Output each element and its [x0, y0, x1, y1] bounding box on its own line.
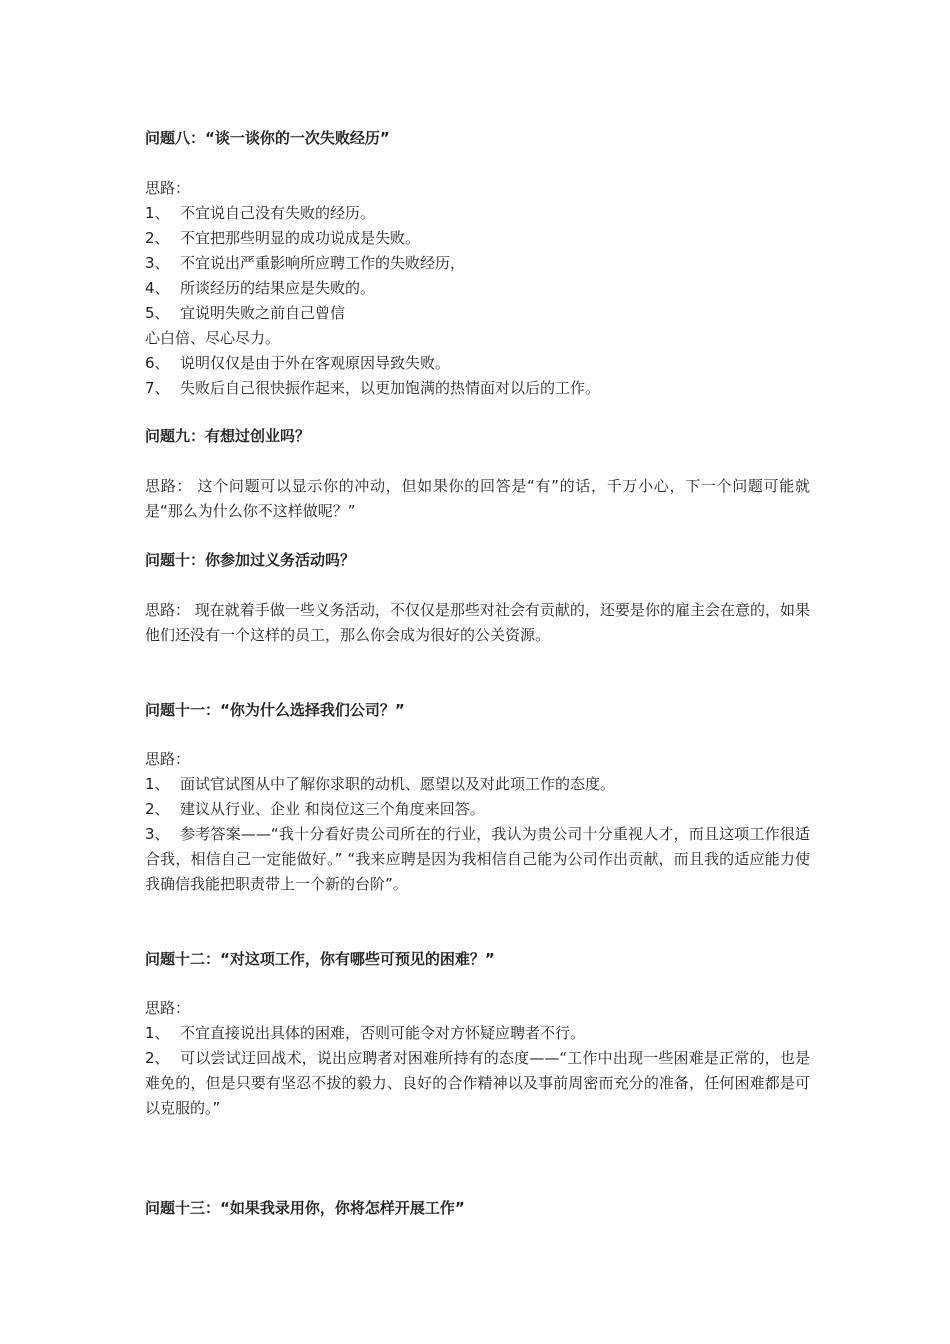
label-q11: 思路：	[145, 750, 191, 768]
list-item: 2、 可以尝试迂回战术，说出应聘者对困难所持有的态度——“工作中出现一些困难是正常的，也是难免的，但是只要有坚忍不拔的毅力、良好的合作精神以及事前周密而充分的准备，任何困难都是可以克服的。”	[145, 1049, 810, 1117]
list-item: 3、 不宜说出严重影响所应聘工作的失败经历，	[145, 254, 466, 272]
heading-q10: 问题十：你参加过义务活动吗？	[145, 551, 356, 569]
section-q13	[145, 1196, 810, 1221]
label-q12: 思路：	[145, 999, 191, 1017]
list-item: 5、 宜说明失败之前自己曾信	[145, 304, 346, 322]
section-q11	[145, 698, 810, 723]
heading-q13: 问题十三：“如果我录用你，你将怎样开展工作”	[145, 1199, 465, 1217]
list-item: 4、 所谈经历的结果应是失败的。	[145, 279, 376, 297]
paragraph-q9: 思路： 这个问题可以显示你的冲动，但如果你的回答是“有”的话，千万小心，下一个问题可能就是“那么为什么你不这样做呢？”	[145, 477, 810, 520]
heading-q11: 问题十一：“你为什么选择我们公司？”	[145, 701, 405, 719]
section-q11-body	[145, 747, 810, 897]
section-q9	[145, 424, 810, 449]
paragraph-q10: 思路： 现在就着手做一些义务活动，不仅仅是那些对社会有贡献的，还要是你的雇主会在意的，如果他们还没有一个这样的员工，那么你会成为很好的公关资源。	[145, 601, 810, 644]
list-item: 2、 不宜把那些明显的成功说成是失败。	[145, 229, 421, 247]
list-item-continued: 心白倍、尽心尽力。	[145, 329, 281, 347]
section-q12	[145, 947, 810, 972]
label-q8: 思路：	[145, 179, 191, 197]
list-item: 1、 不宜直接说出具体的困难，否则可能令对方怀疑应聘者不行。	[145, 1024, 586, 1042]
list-item: 7、 失败后自己很快振作起来，以更加饱满的热情面对以后的工作。	[145, 379, 601, 397]
heading-q8: 问题八：“谈一谈你的一次失败经历”	[145, 129, 390, 147]
heading-q9: 问题九：有想过创业吗？	[145, 427, 311, 445]
list-item: 3、 参考答案——“我十分看好贵公司所在的行业，我认为贵公司十分重视人才，而且这项工作很适合我，相信自己一定能做好。” “我来应聘是因为我相信自己能为公司作出贡献，而且我的适应能力使我确信我能把职责带上一个新的台阶”。	[145, 825, 810, 893]
section-q8	[145, 126, 810, 151]
section-q10-body	[145, 598, 810, 648]
list-item: 2、 建议从行业、企业 和岗位这三个角度来回答。	[145, 800, 485, 818]
list-item: 1、 面试官试图从中了解你求职的动机、愿望以及对此项工作的态度。	[145, 775, 616, 793]
section-q8-body	[145, 176, 810, 401]
heading-q12: 问题十二：“对这项工作，你有哪些可预见的困难？”	[145, 950, 495, 968]
list-item: 6、 说明仅仅是由于外在客观原因导致失败。	[145, 354, 451, 372]
section-q9-body	[145, 474, 810, 524]
section-q10	[145, 548, 810, 573]
section-q12-body	[145, 996, 810, 1121]
list-item: 1、 不宜说自己没有失败的经历。	[145, 204, 376, 222]
